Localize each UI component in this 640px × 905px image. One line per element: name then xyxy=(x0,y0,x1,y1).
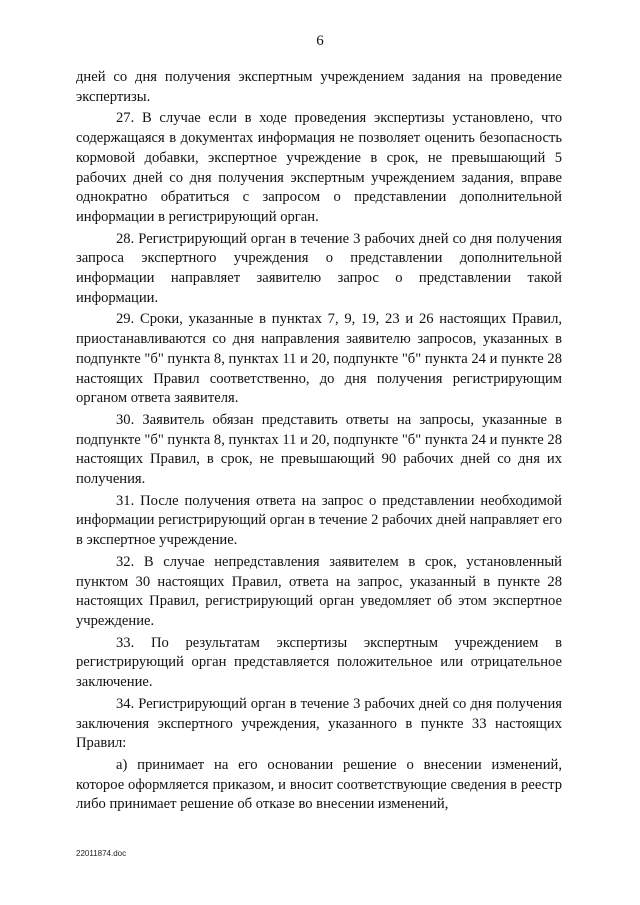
paragraph-30: 30. Заявитель обязан представить ответы на запросы, указанные в подпункте "б" пункта 8, пунктах 11 и 20, подпункте "б" пункта 24 и пункте 28 настоящих Правил, в срок, не превышающий 90 рабочих дней со дня их получения. xyxy=(76,411,562,488)
document-file-code: 22011874.doc xyxy=(76,849,127,858)
paragraph-33: 33. По результатам экспертизы экспертным учреждением в регистрирующий орган представляется положительное или отрицательное заключение. xyxy=(76,634,562,691)
paragraph-34-a: а) принимает на его основании решение о внесении изменений, которое оформляется приказом, и вносит соответствующие сведения в реестр либо принимает решение об отказе во внесении изменений, xyxy=(76,756,562,813)
paragraph-31: 31. После получения ответа на запрос о представлении необходимой информации регистрирующий орган в течение 2 рабочих дней направляет его в экспертное учреждение. xyxy=(76,492,562,549)
paragraph-32: 32. В случае непредставления заявителем в срок, установленный пунктом 30 настоящих Правил, ответа на запрос, указанный в пункте 28 настоящих Правил, регистрирующий орган уведомляет об этом экспертное учреждение. xyxy=(76,553,562,629)
paragraph-27: 27. В случае если в ходе проведения экспертизы установлено, что содержащаяся в документах информация не позволяет оценить безопасность кормовой добавки, экспертное учреждение в срок, не превышающий 5 рабочих дней со дня получения экспертным учреждением задания, вправе однократно обратиться с запросом о представлении дополнительной информации в регистрирующий орган. xyxy=(76,110,562,225)
document-body xyxy=(76,68,562,815)
page-number: 6 xyxy=(316,33,324,49)
paragraph-34: 34. Регистрирующий орган в течение 3 рабочих дней со дня получения заключения экспертного учреждения, указанного в пункте 33 настоящих Правил: xyxy=(76,695,562,752)
paragraph-continuation: дней со дня получения экспертным учреждением задания на проведение экспертизы. xyxy=(76,69,562,105)
paragraph-28: 28. Регистрирующий орган в течение 3 рабочих дней со дня получения запроса экспертного учреждения о представлении дополнительной информации направляет заявителю запрос о представлении такой информации. xyxy=(76,230,562,306)
paragraph-29: 29. Сроки, указанные в пунктах 7, 9, 19, 23 и 26 настоящих Правил, приостанавливаются со дня направления заявителю запросов, указанных в подпункте "б" пункта 8, пунктах 11 и 20, подпункте "б" пункта 24 и пункте 28 настоящих Правил соответственно, до дня получения регистрирующим органом ответа заявителя. xyxy=(76,311,562,407)
